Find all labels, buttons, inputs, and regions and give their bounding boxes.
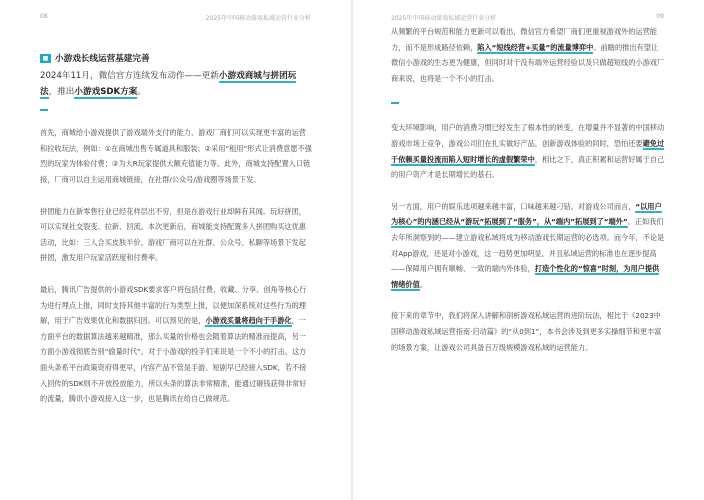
right-column <box>391 24 665 371</box>
left-column <box>40 52 312 423</box>
highlight-mall-groupbuy: 小游戏商城与拼团玩法 <box>40 71 297 97</box>
paragraph-mall: 首先，商城给小游戏提供了游戏端外支付的能力，游戏厂商们可以实现更丰富的运营和拉收玩法，例如：①在商城出售专属道具和服装；②采用“租用”形式让消费意愿不强烈的玩家为体验付费；③为大R玩家提供大额充值能力等。此外，商城支持配置入口链接，厂商可以自主运用商城链接，在社群/公众号/游戏圈等场景下发。 <box>40 128 312 184</box>
left-page <box>0 0 351 500</box>
section-heading <box>40 52 312 64</box>
left-running-header: 2025年中国移动游戏私域运营行业分析 <box>205 15 311 22</box>
paragraph-sdk: 最后，腾讯广告提供的小游戏SDK要求客户将包括付费、收藏、分享、创角等核心行为进行埋点上报，同时支持其他丰富的行为类型上报，以便加深系统对这些行为的理解，用于广告效果优化和数据归因。可以预见的是，小游戏买量将趋向于手游化，一方面平台的数据算法越来越精准，那么买量的价格也会随着算法的精准而提高，另一方面小游戏彻底告别“偷量时代”，对于小游戏的投手们来说是一个不小的打击。这方面头条系平台政策资府得更早，内容产品不管是手游、短剧早已经接入SDK，若不接入回传的SDK则不开放投放能力，所以头条的算法非常精准，能通过砸钱获得非常好的流量，腾讯小游戏接入这一步，也是腾讯在给自己做规范。 <box>40 284 307 404</box>
highlight-emotional-value: 打造个性化的“惊喜”时刻，为用户提供情绪价值 <box>391 264 660 289</box>
section-title: 小游戏长线运营基建完善 <box>55 54 150 64</box>
paragraph-platform: 从频繁的平台规范和能力更新可以看出，微信官方希望厂商们更重视游戏外的运营能力，而不是形成路径依赖，陷入“短线经营+买量”的流量博弈中。前瞻的推出有望让微信小游戏的生态更为健康，但同时对于没有端外运营经验以及只做超短线的小游戏厂商来说，也将是一个不小的打击。 <box>391 27 665 83</box>
highlight-user-core: “以用户为核心”的内涵已经从“游玩”拓展到了“服务”，从“端内”拓展到了“端外” <box>391 201 662 227</box>
divider-dash <box>40 109 48 111</box>
highlight-traffic-game: 陷入“短线经营+买量”的流量博弈中 <box>477 42 594 52</box>
right-running-header: 2025年中国移动游戏私域运营行业分析 <box>391 15 497 22</box>
left-page-number: 08 <box>40 13 48 20</box>
paragraph-user-centric: 另一方面，用户的娱乐选项越来越丰富，口味越来越刁钻，对游戏公司而言，“以用户为核心”的内涵已经从“游玩”拓展到了“服务”，从“端内”拓展到了“端外”。正如我们去年所洞察到的——建立游戏私域将成为移动游戏长期运营的必选项。而今年，不论是对App游戏，还是对小游戏，这一趋势更加明显，并且私域运营的标准也在逐步提高——保障用户拥有顺畅、一致的端内外体验，打造个性化的“惊喜”时刻，为用户提供情绪价值。 <box>391 201 665 289</box>
highlight-sdk: 小游戏SDK方案 <box>74 86 138 97</box>
divider-dash <box>391 102 399 104</box>
section-square-icon: ■ <box>40 54 51 63</box>
highlight-mobile-trend: 小游戏买量将趋向于手游化 <box>205 316 292 326</box>
paragraph-groupbuy: 拼团能力在新零售行业已经花样层出不穷，但是在游戏行业却鲜有其闻。玩好拼团，可以实现社交裂变、拉新、回流。本次更新后，商城能支持配置多人拼团购买这优惠活动，比如：三人合买皮肤半价。游戏厂商可以在社群、公众号、私聊等场景下发起拼团，激发用户玩家活跃度和付费率。 <box>40 206 306 263</box>
highlight-false-prosperity: 避免过于依赖买量投流而陷入短时增长的虚假繁荣中 <box>391 138 665 164</box>
paragraph-environment: 变大环境影响，用户的消费习惯已经发生了根本性的转变，在增量并不显著的中国移动游戏市场上竞争，游戏公司们在扎实做好产品，创新游戏体验的同时，恐怕还要避免过于依赖买量投流而陷入短时增长的虚假繁荣中，相比之下，真正积累和运营好属于自己的用户资产才是长期增长的基石。 <box>391 123 665 180</box>
paragraph-next-chapter: 接下来的章节中，我们将深入讲解和剖析游戏私域运营的进阶玩法，相比于《2023中国移动游戏私域运营指南·启动篇》的“从0到1”，本书会涉及到更多实操细节和更丰富的场景方案，让游戏公司具备百万级规模游戏私域的运营能力。 <box>391 311 662 352</box>
right-page <box>353 0 704 500</box>
right-page-number: 09 <box>656 13 664 20</box>
lead-paragraph: 2024年11月，微信官方连续发布动作——更新小游戏商城与拼团玩法，推出小游戏SDK方案。 <box>40 71 297 97</box>
